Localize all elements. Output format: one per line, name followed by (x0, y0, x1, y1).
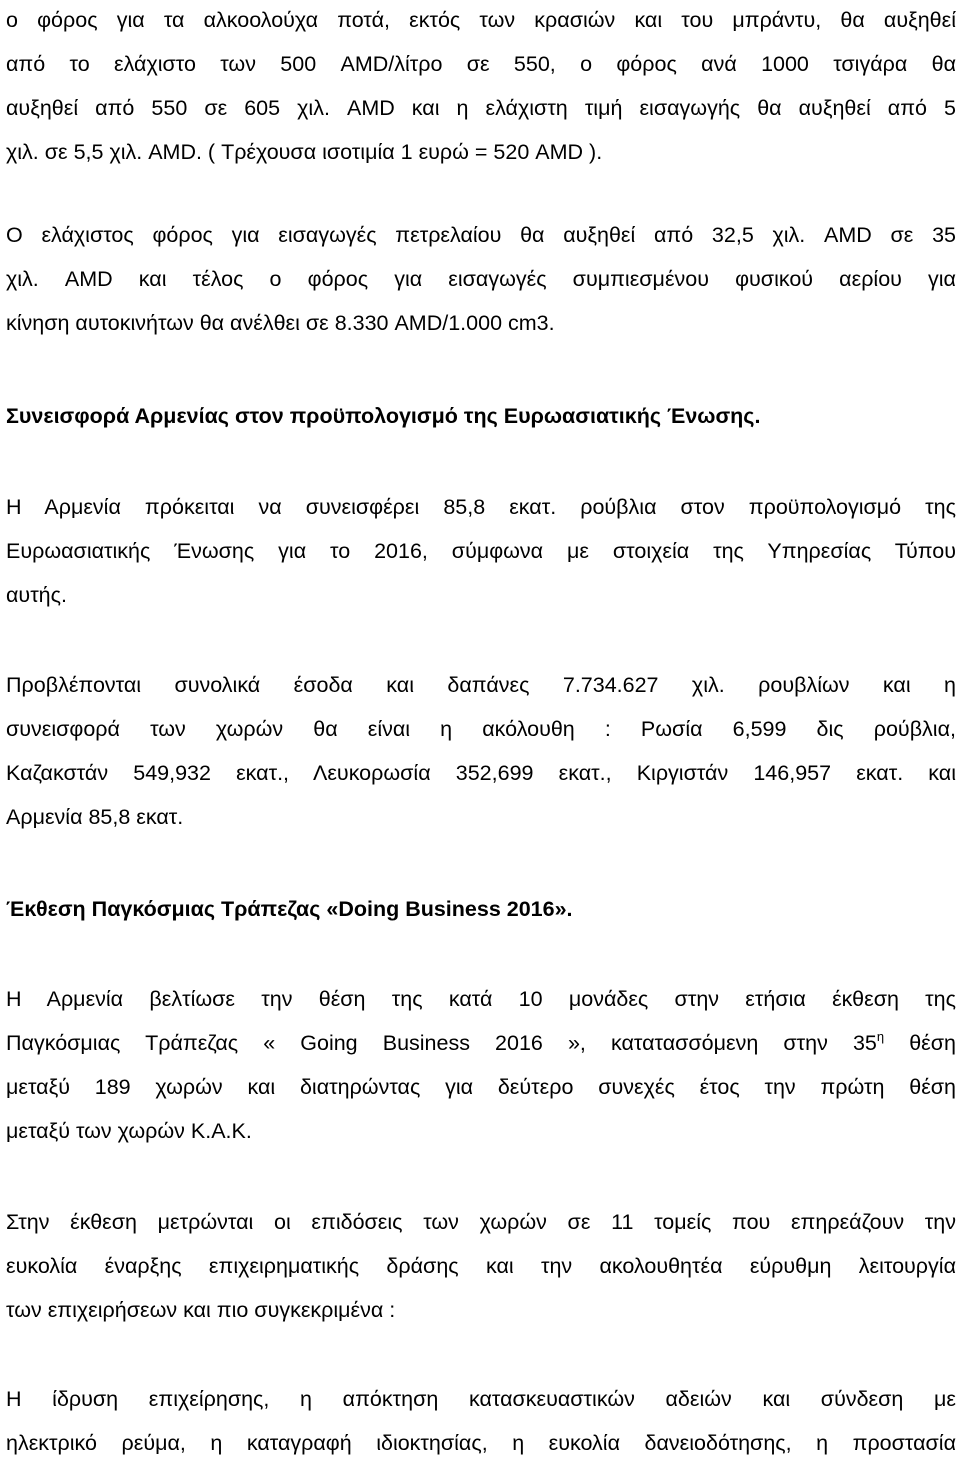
text-line: Καζακστάν 549,932 εκατ., Λευκορωσία 352,699 εκατ., Κιργιστάν 146,957 εκατ. και (6, 761, 956, 785)
text-line: αυξηθεί από 550 σε 605 χιλ. AMD και η ελάχιστη τιμή εισαγωγής θα αυξηθεί από 5 (6, 96, 956, 120)
section-heading-eurasian-union: Συνεισφορά Αρμενίας στον προϋπολογισμό της Ευρωασιατικής Ένωσης. (6, 404, 761, 428)
text-line: συνεισφορά των χωρών θα είναι η ακόλουθη : Ρωσία 6,599 δις ρούβλια, (6, 717, 956, 741)
text-line-with-superscript (6, 1021, 956, 1065)
text-line: των επιχειρήσεων και πιο συγκεκριμένα : (6, 1298, 396, 1322)
text-line: μεταξύ 189 χωρών και διατηρώντας για δεύτερο συνεχές έτος την πρώτη θέση (6, 1075, 956, 1099)
text-line: Προβλέπονται συνολικά έσοδα και δαπάνες 7.734.627 χιλ. ρουβλίων και η (6, 673, 956, 697)
text-line: Στην έκθεση μετρώνται οι επιδόσεις των χωρών σε 11 τομείς που επηρεάζουν την (6, 1210, 956, 1234)
text-segment: θέση (884, 1031, 956, 1055)
paragraph-budget-contributions (6, 663, 956, 839)
paragraph-fuel-tax (6, 213, 956, 345)
text-line: ηλεκτρικό ρεύμα, η καταγραφή ιδιοκτησίας, η ευκολία δανειοδότησης, η προστασία (6, 1431, 956, 1455)
paragraph-report-measures (6, 1200, 956, 1332)
text-line: αυτής. (6, 583, 67, 607)
text-line: Ευρωασιατικής Ένωσης για το 2016, σύμφωνα με στοιχεία της Υπηρεσίας Τύπου (6, 539, 956, 563)
text-line: χιλ. σε 5,5 χιλ. AMD. ( Τρέχουσα ισοτιμία 1 ευρώ = 520 AMD ). (6, 140, 603, 164)
text-line: κίνηση αυτοκινήτων θα ανέλθει σε 8.330 AMD/1.000 cm3. (6, 311, 555, 335)
ordinal-superscript: η (876, 1029, 885, 1044)
text-line: Η Αρμενία πρόκειται να συνεισφέρει 85,8 εκατ. ρούβλια στον προϋπολογισμό της (6, 495, 956, 519)
text-line: ευκολία έναρξης επιχειρηματικής δράσης και την ακολουθητέα εύρυθμη λειτουργία (6, 1254, 956, 1278)
text-segment: Παγκόσμιας Τράπεζας « Going Business 2016 », κατατασσόμενη στην 35 (6, 1031, 877, 1055)
paragraph-business-sectors (6, 1377, 956, 1465)
text-line: Αρμενία 85,8 εκατ. (6, 805, 184, 829)
section-heading-doing-business: Έκθεση Παγκόσμιας Τράπεζας «Doing Business 2016». (6, 897, 573, 921)
text-line: Ο ελάχιστος φόρος για εισαγωγές πετρελαίου θα αυξηθεί από 32,5 χιλ. AMD σε 35 (6, 223, 956, 247)
text-line: ο φόρος για τα αλκοολούχα ποτά, εκτός των κρασιών και του μπράντυ, θα αυξηθεί (6, 8, 956, 32)
text-line: από το ελάχιστο των 500 AMD/λίτρο σε 550, ο φόρος ανά 1000 τσιγάρα θα (6, 52, 956, 76)
paragraph-alcohol-tobacco-tax (6, 0, 956, 174)
paragraph-world-bank-ranking (6, 977, 956, 1153)
text-line: χιλ. AMD και τέλος ο φόρος για εισαγωγές συμπιεσμένου φυσικού αερίου για (6, 267, 956, 291)
text-line: Η Αρμενία βελτίωσε την θέση της κατά 10 μονάδες στην ετήσια έκθεση της (6, 987, 956, 1011)
text-line: Η ίδρυση επιχείρησης, η απόκτηση κατασκευαστικών αδειών και σύνδεση με (6, 1387, 956, 1411)
paragraph-armenia-contribution (6, 485, 956, 617)
text-line: μεταξύ των χωρών Κ.Α.Κ. (6, 1119, 252, 1143)
